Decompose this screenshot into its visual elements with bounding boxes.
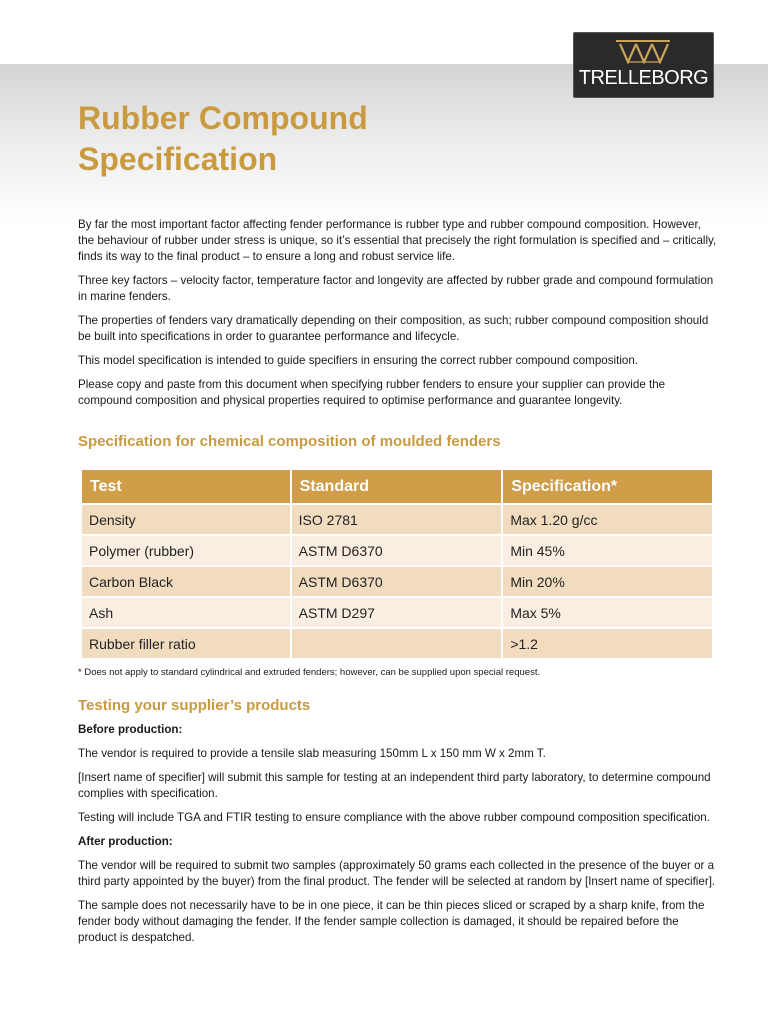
page-title	[78, 98, 368, 180]
title-line-1: Rubber Compound	[78, 100, 368, 136]
testing-paragraph: The vendor will be required to submit two samples (approximately 50 grams each collected in the presence of the buyer or a third party appointed by the buyer) from the final product. The fender will be selected at random by [Insert name of specifier].	[78, 859, 716, 888]
table-row	[82, 536, 712, 567]
trelleborg-logo	[573, 32, 714, 98]
cell-test: Carbon Black	[82, 567, 290, 598]
table-header-row	[82, 470, 712, 505]
cell-specification: >1.2	[503, 629, 712, 660]
cell-specification: Min 20%	[503, 567, 712, 598]
intro-paragraph: Please copy and paste from this document when specifying rubber fenders to ensure your supplier can provide the compound composition and physical properties required to optimise performance and guarantee longevity.	[78, 378, 666, 407]
spec-section-heading: Specification for chemical composition of moulded fenders	[78, 433, 501, 450]
cell-standard	[292, 629, 502, 660]
cell-specification: Max 1.20 g/cc	[503, 505, 712, 536]
cell-specification: Max 5%	[503, 598, 712, 629]
testing-paragraph: The sample does not necessarily have to be in one piece, it can be thin pieces sliced or scraped by a sharp knife, from the fender body without damaging the fender. If the fender sample collection is damaged, it should be repaired before the product is despatched.	[78, 899, 705, 944]
testing-paragraph: Testing will include TGA and FTIR testing to ensure compliance with the above rubber compound composition specification.	[78, 811, 710, 824]
table-row	[82, 629, 712, 660]
cell-test: Rubber filler ratio	[82, 629, 290, 660]
testing-section	[78, 722, 718, 954]
intro-paragraph: Three key factors – velocity factor, temperature factor and longevity are affected by rubber grade and compound formulation in marine fenders.	[78, 274, 714, 303]
testing-paragraph: [Insert name of specifier] will submit this sample for testing at an independent third party laboratory, to determine compound complies with specification.	[78, 771, 711, 800]
cell-test: Density	[82, 505, 290, 536]
trelleborg-emblem-icon	[614, 40, 672, 64]
column-header-standard: Standard	[292, 470, 502, 505]
intro-paragraph: This model specification is intended to guide specifiers in ensuring the correct rubber compound composition.	[78, 354, 639, 367]
cell-standard: ASTM D297	[292, 598, 502, 629]
column-header-specification: Specification*	[503, 470, 712, 505]
logo-wordmark: TRELLEBORG	[578, 67, 709, 89]
column-header-test: Test	[82, 470, 290, 505]
title-line-2: Specification	[78, 141, 278, 177]
table-row	[82, 567, 712, 598]
spec-table	[80, 470, 714, 660]
table-footnote: * Does not apply to standard cylindrical and extruded fenders; however, can be supplied upon special request.	[78, 667, 541, 678]
cell-standard: ISO 2781	[292, 505, 502, 536]
cell-specification: Min 45%	[503, 536, 712, 567]
table-row	[82, 505, 712, 536]
cell-test: Ash	[82, 598, 290, 629]
testing-paragraph: The vendor is required to provide a tensile slab measuring 150mm L x 150 mm W x 2mm T.	[78, 747, 546, 760]
after-production-label: After production:	[78, 835, 173, 848]
cell-standard: ASTM D6370	[292, 536, 502, 567]
cell-standard: ASTM D6370	[292, 567, 502, 598]
intro-paragraph: The properties of fenders vary dramatically depending on their composition, as such; rubber compound composition should be built into specifications in order to guarantee performance and lifecycle.	[78, 314, 709, 343]
table-row	[82, 598, 712, 629]
intro-paragraph: By far the most important factor affecting fender performance is rubber type and rubber compound composition. However, the behaviour of rubber under stress is unique, so it’s essential that precisely the right formulation is specified and – critically, finds its way to the final product – to ensure a long and robust service life.	[78, 218, 717, 263]
cell-test: Polymer (rubber)	[82, 536, 290, 567]
testing-section-heading: Testing your supplier’s products	[78, 697, 311, 714]
intro-section	[78, 217, 718, 417]
before-production-label: Before production:	[78, 723, 183, 736]
